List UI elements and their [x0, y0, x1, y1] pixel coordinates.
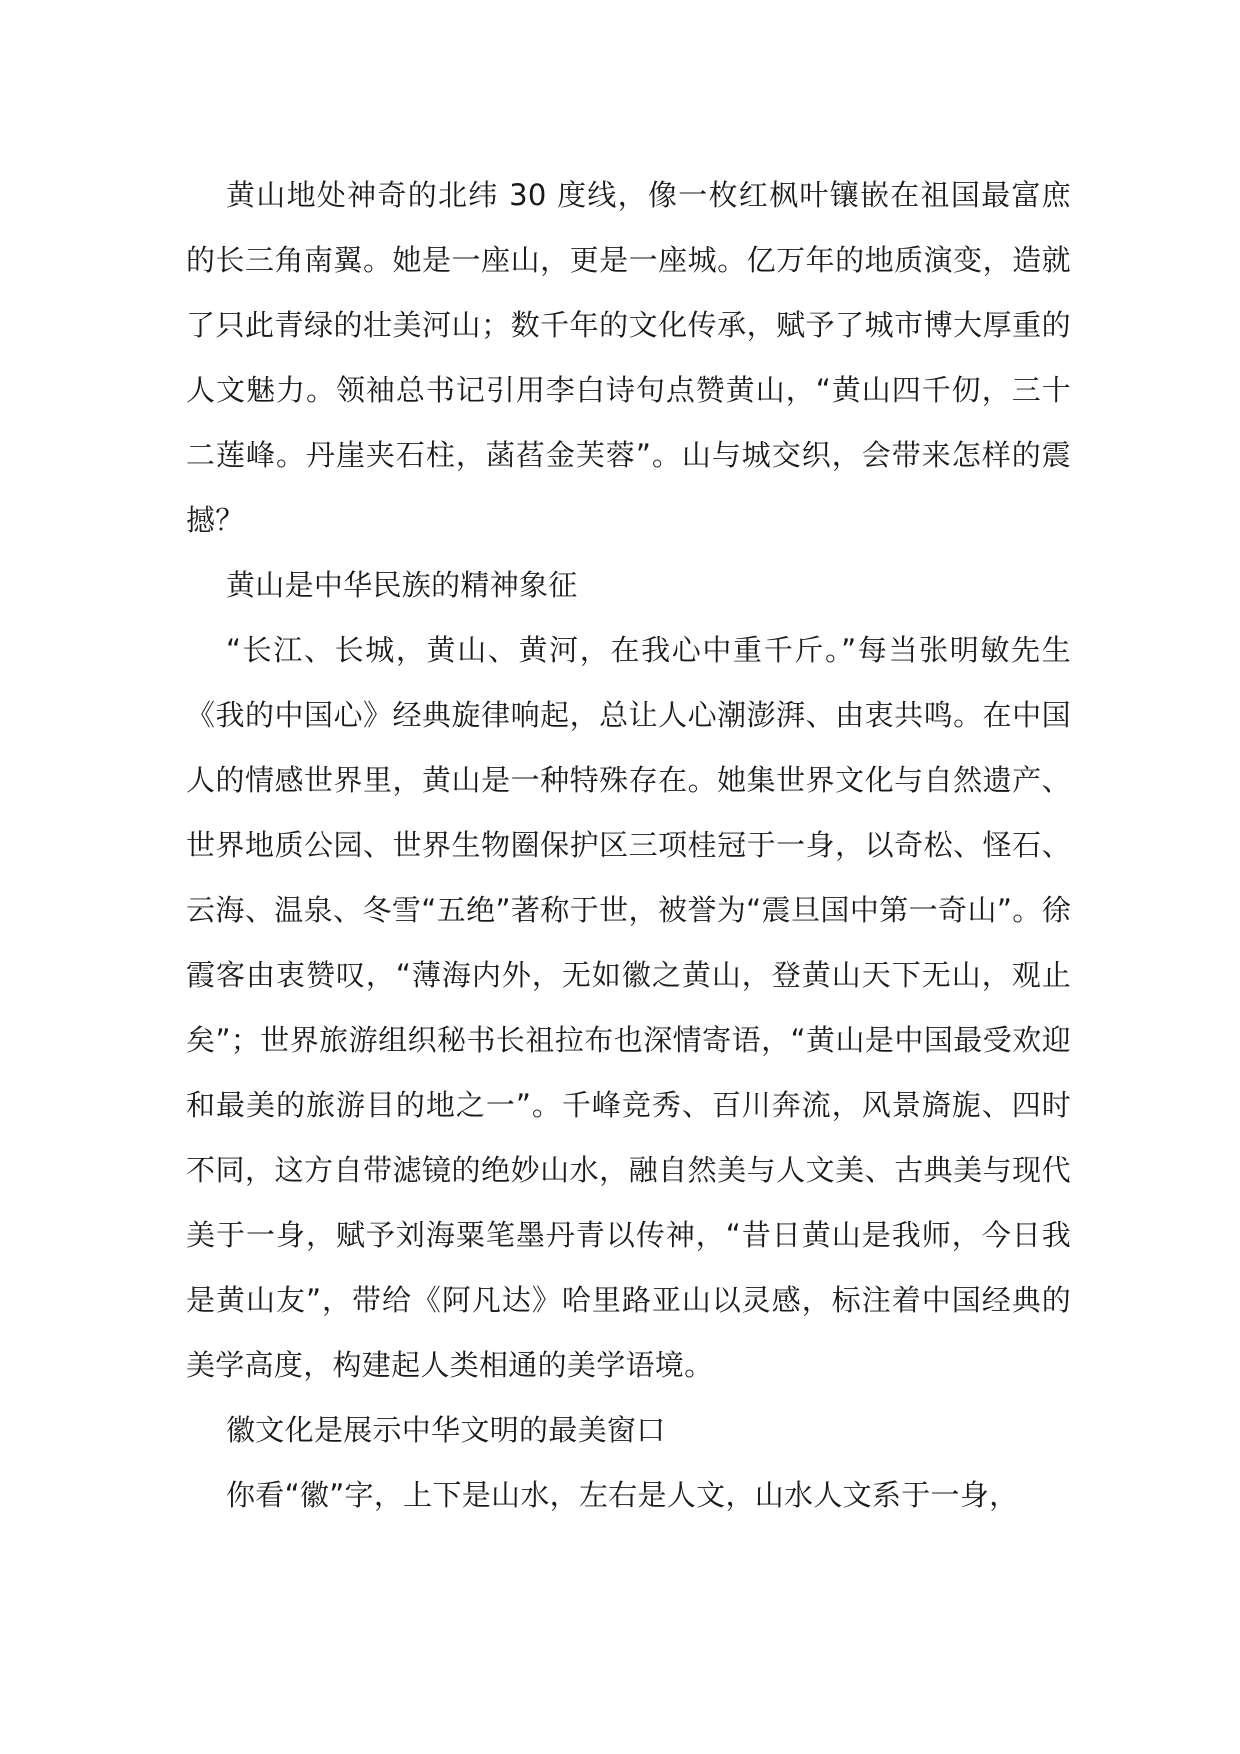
document-body: [186, 163, 1071, 1528]
paragraph-hui-character: 你看“徽”字，上下是山水，左右是人文，山水人文系于一身，: [226, 1478, 1019, 1512]
paragraph-spirit: “长江、长城，黄山、黄河，在我心中重千斤。”每当张明敏先生《我的中国心》经典旋律响起，总让人心潮澎湃、由衷共鸣。在中国人的情感世界里，黄山是一种特殊存在。她集世界文化与自然遗产、世界地质公园、世界生物圈保护区三项桂冠于一身，以奇松、怪石、云海、温泉、冬雪“五绝”著称于世，被誉为“震旦国中第一奇山”。徐霞客由衷赞叹，“薄海内外，无如徽之黄山，登黄山天下无山，观止矣”；世界旅游组织秘书长祖拉布也深情寄语，“黄山是中国最受欢迎和最美的旅游目的地之一”。千峰竞秀、百川奔流，风景旖旎、四时不同，这方自带滤镜的绝妙山水，融自然美与人文美、古典美与现代美于一身，赋予刘海粟笔墨丹青以传神，“昔日黄山是我师，今日我是黄山友”，带给《阿凡达》哈里路亚山以灵感，标注着中国经典的美学高度，构建起人类相通的美学语境。: [186, 633, 1071, 1382]
section-heading-hui-culture: 徽文化是展示中华文明的最美窗口: [226, 1413, 666, 1447]
paragraph-intro: 黄山地处神奇的北纬 30 度线，像一枚红枫叶镶嵌在祖国最富庶的长三角南翼。她是一座山，更是一座城。亿万年的地质演变，造就了只此青绿的壮美河山；数千年的文化传承，赋予了城市博大厚重的人文魅力。领袖总书记引用李白诗句点赞黄山，“黄山四千仞，三十二莲峰。丹崖夹石柱，菡萏金芙蓉”。山与城交织，会带来怎样的震撼？: [186, 178, 1071, 537]
section-heading-spirit: 黄山是中华民族的精神象征: [226, 568, 578, 602]
